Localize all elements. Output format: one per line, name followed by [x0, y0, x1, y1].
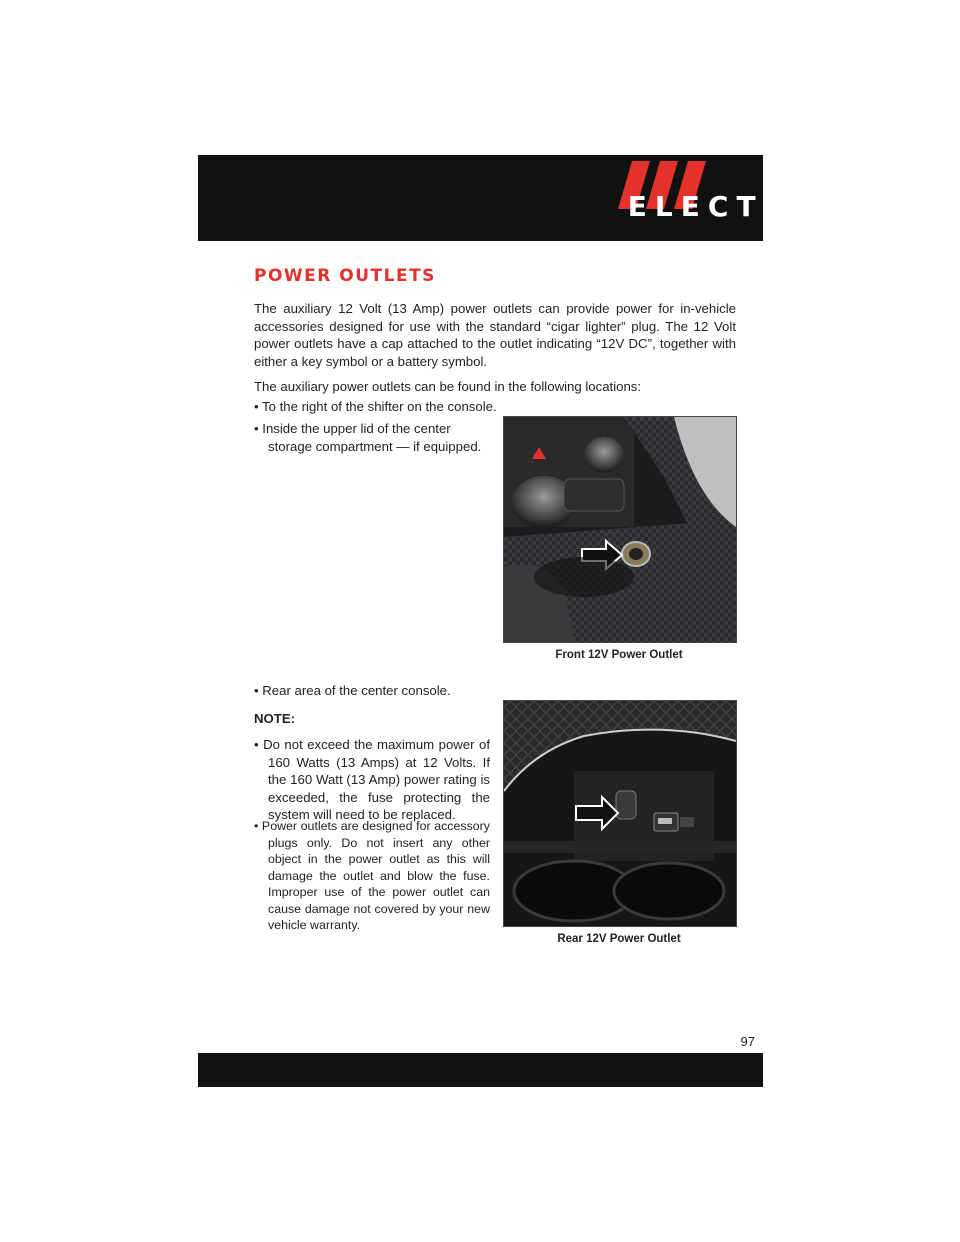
- note-item: • Do not exceed the maximum power of 160 Watts (13 Amps) at 12 Volts. If the 160 Watt (13 Amp) power rating is exceeded, the fuse protecting the system will need to be replaced.: [254, 737, 490, 822]
- footer-bar: [198, 1053, 763, 1087]
- list-item: • Rear area of the center console.: [254, 683, 451, 698]
- page-number: 97: [740, 1034, 755, 1049]
- intro-paragraph: The auxiliary 12 Volt (13 Amp) power outlets can provide power for in-vehicle accessories designed for use with the standard “cigar lighter” plug. The 12 Volt power outlets have a cap attached to the outlet indicating “12V DC”, together with either a key symbol or a battery symbol.: [254, 301, 736, 369]
- list-item: • Inside the upper lid of the center storage compartment — if equipped.: [254, 421, 482, 454]
- rear-outlet-photo: [503, 700, 737, 927]
- figure-caption: Rear 12V Power Outlet: [557, 933, 681, 945]
- chapter-title: ELECTRONICS: [627, 190, 932, 223]
- locations-paragraph: The auxiliary power outlets can be found in the following locations:: [254, 379, 642, 394]
- front-outlet-photo: [503, 416, 737, 643]
- list-item: • To the right of the shifter on the console.: [254, 399, 497, 414]
- figure-caption: Front 12V Power Outlet: [555, 649, 683, 661]
- note-label: NOTE:: [254, 711, 296, 726]
- section-title: POWER OUTLETS: [254, 266, 436, 286]
- note-item: • Power outlets are designed for accessory plugs only. Do not insert any other object in the power outlet as this will damage the outlet and blow the fuse. Improper use of the power outlet can cause damage not covered by your new vehicle warranty.: [254, 819, 490, 932]
